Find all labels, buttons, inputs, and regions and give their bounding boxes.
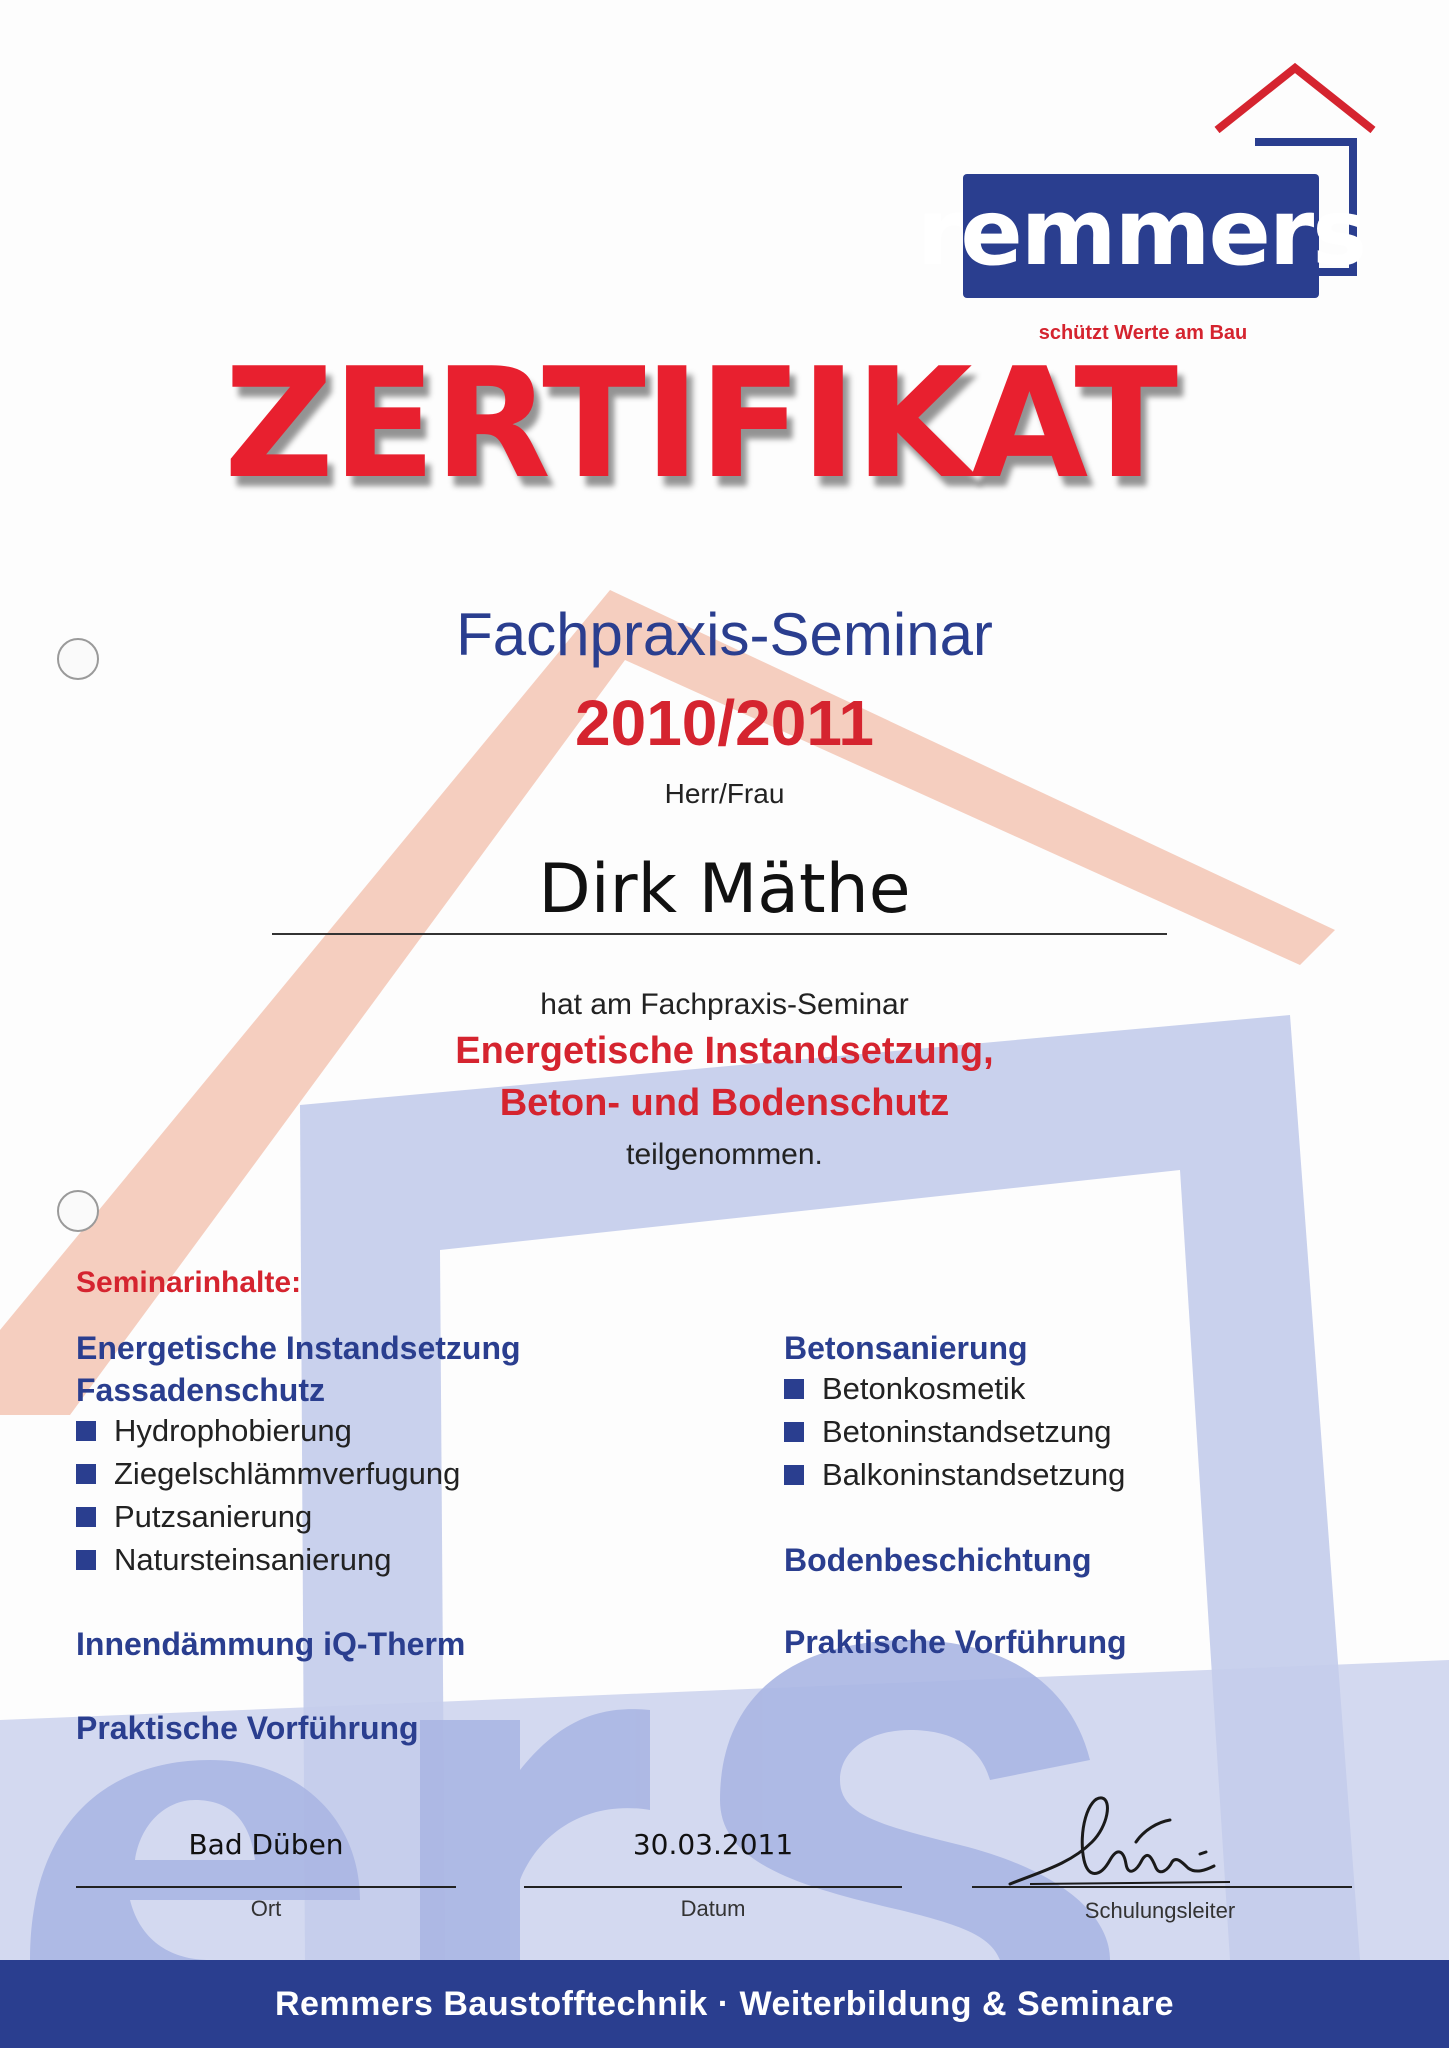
signer-line [972,1886,1352,1888]
list-item-label: Putzsanierung [114,1499,313,1534]
list-item [76,1499,312,1535]
list-item-label: Balkoninstandsetzung [822,1457,1126,1492]
list-item-label: Ziegelschlämmverfugung [114,1456,461,1491]
list-item-label: Natursteinsanierung [114,1542,392,1577]
logo-wordmark-box [916,174,1366,298]
bullet-square-icon [784,1379,804,1399]
statement-intro: hat am Fachpraxis-Seminar [540,988,909,1021]
seminar-year: 2010/2011 [575,687,874,759]
left-heading-energetische-instandsetzung: Energetische Instandsetzung [76,1330,521,1366]
recipient-name: Dirk Mäthe [538,850,911,929]
list-item-label: Betoninstandsetzung [822,1414,1112,1449]
list-item-label: Hydrophobierung [114,1413,352,1448]
list-item [784,1414,1112,1450]
place-value: Bad Düben [188,1828,344,1861]
punch-hole-bottom [57,1190,99,1232]
seminar-title: Fachpraxis-Seminar [456,601,993,668]
list-item-label: Betonkosmetik [822,1371,1026,1406]
bullet-square-icon [76,1421,96,1441]
bullet-square-icon [76,1507,96,1527]
seminar-topic-line-1: Energetische Instandsetzung, [455,1030,994,1072]
certificate-title: ZERTIFIKAT [223,335,1177,512]
list-item [76,1413,352,1449]
left-heading-praktische-vorfuehrung: Praktische Vorführung [76,1710,419,1746]
date-caption: Datum [680,1896,746,1921]
statement-outro: teilgenommen. [626,1138,823,1171]
footer-text: Remmers Baustofftechnik · Weiterbildung & Seminare [274,1984,1175,2023]
bullet-square-icon [784,1465,804,1485]
logo-tagline: schützt Werte am Bau [1038,322,1248,344]
list-item [76,1456,460,1492]
remmers-logo [916,66,1375,344]
place-line [76,1886,456,1888]
bullet-square-icon [76,1464,96,1484]
list-item [76,1542,391,1578]
left-heading-innendaemmung: Innendämmung iQ-Therm [76,1626,466,1662]
left-heading-fassadenschutz: Fassadenschutz [76,1372,325,1408]
seminar-topic-line-2: Beton- und Bodenschutz [499,1082,950,1124]
right-heading-betonsanierung: Betonsanierung [784,1330,1028,1366]
bullet-square-icon [784,1422,804,1442]
contents-label: Seminarinhalte: [76,1266,302,1299]
signature-image [1000,1772,1260,1902]
salutation: Herr/Frau [664,778,785,809]
right-heading-bodenbeschichtung: Bodenbeschichtung [784,1542,1092,1578]
list-item [784,1371,1025,1407]
place-caption: Ort [250,1896,282,1921]
logo-wordmark: remmers [916,179,1366,286]
list-item [784,1457,1125,1493]
date-line [524,1886,902,1888]
bullet-square-icon [76,1550,96,1570]
name-underline [272,933,1167,935]
date-value: 30.03.2011 [632,1828,794,1861]
footer-band [0,1960,1449,2048]
signer-caption: Schulungsleiter [1084,1898,1236,1923]
right-heading-praktische-vorfuehrung: Praktische Vorführung [784,1624,1127,1660]
